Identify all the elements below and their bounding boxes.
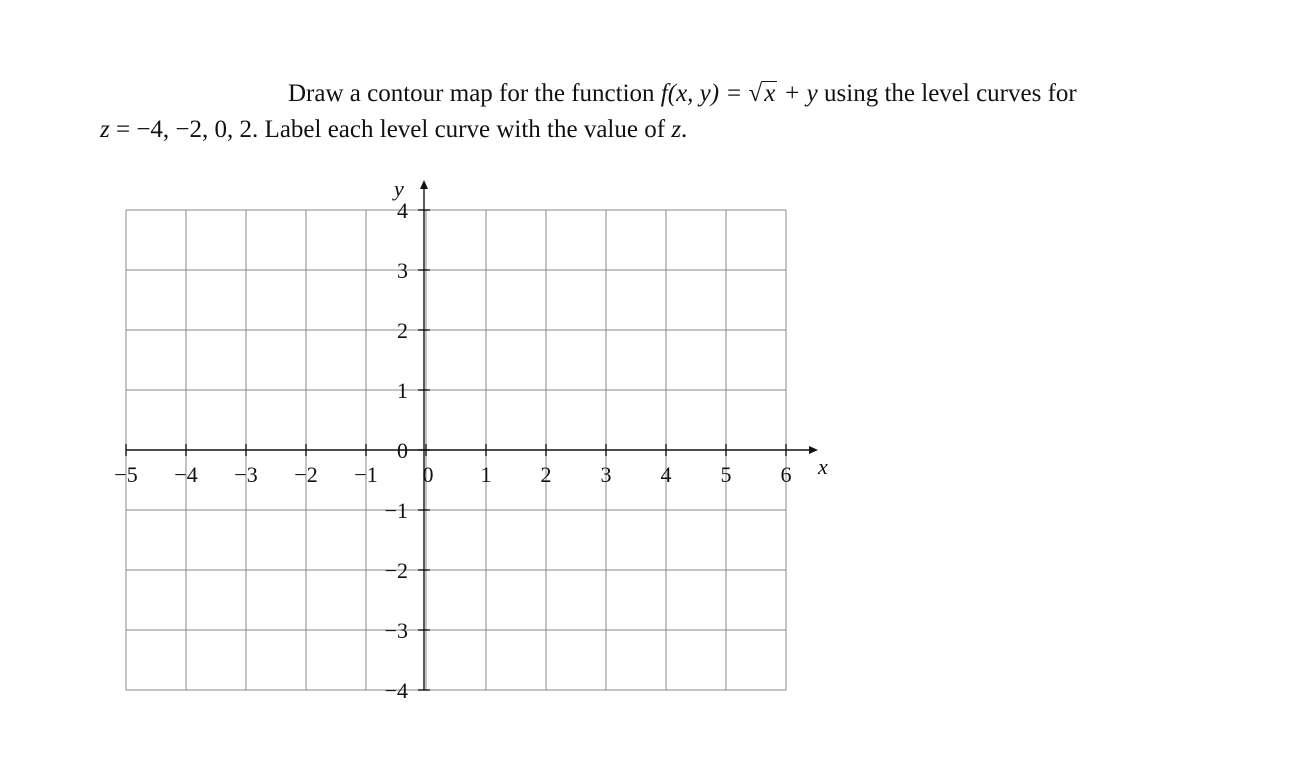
x-tick-label: −2 bbox=[294, 462, 318, 487]
y-tick-label: −3 bbox=[384, 618, 408, 643]
y-tick-label: 2 bbox=[397, 318, 408, 343]
y-axis-label: y bbox=[394, 176, 404, 201]
y-tick-label: −4 bbox=[384, 678, 408, 703]
function-lhs: f(x, y) = bbox=[660, 80, 749, 107]
y-tick-label: 0 bbox=[397, 438, 408, 463]
function-rhs: + y bbox=[777, 80, 818, 107]
label-instruction: Label each level curve with the value of bbox=[264, 116, 672, 143]
z-variable-end: z bbox=[671, 116, 682, 143]
problem-text-prefix: Draw a contour map for the function bbox=[288, 80, 661, 107]
y-tick-label: −1 bbox=[384, 498, 408, 523]
x-tick-label: −5 bbox=[114, 462, 138, 487]
y-tick-label: 1 bbox=[397, 378, 408, 403]
x-tick-label: 1 bbox=[480, 462, 492, 487]
level-values-text: = −4, −2, 0, 2. bbox=[109, 116, 265, 143]
y-axis-arrow-icon bbox=[420, 180, 428, 189]
x-tick-label: 6 bbox=[780, 462, 792, 487]
x-axis-arrow-icon bbox=[809, 446, 818, 454]
x-tick-label: 3 bbox=[600, 462, 612, 487]
sqrt-argument: x bbox=[764, 80, 776, 107]
x-tick-label: −3 bbox=[234, 462, 258, 487]
period: . bbox=[681, 116, 688, 143]
x-tick-label: 0 bbox=[422, 462, 434, 487]
x-tick-label: 5 bbox=[720, 462, 732, 487]
axes bbox=[126, 180, 818, 690]
x-tick-label: 4 bbox=[660, 462, 672, 487]
x-axis-label: x bbox=[818, 454, 828, 479]
x-tick-label: 2 bbox=[540, 462, 552, 487]
y-tick-label: 4 bbox=[397, 198, 408, 223]
z-variable: z bbox=[100, 116, 110, 143]
y-tick-label: −2 bbox=[384, 558, 408, 583]
sqrt-sign: √ bbox=[748, 80, 763, 107]
tick-labels bbox=[114, 176, 828, 703]
x-tick-label: −1 bbox=[354, 462, 378, 487]
problem-text-suffix: using the level curves for bbox=[817, 80, 1077, 107]
y-tick-label: 3 bbox=[397, 258, 408, 283]
x-tick-label: −4 bbox=[174, 462, 198, 487]
